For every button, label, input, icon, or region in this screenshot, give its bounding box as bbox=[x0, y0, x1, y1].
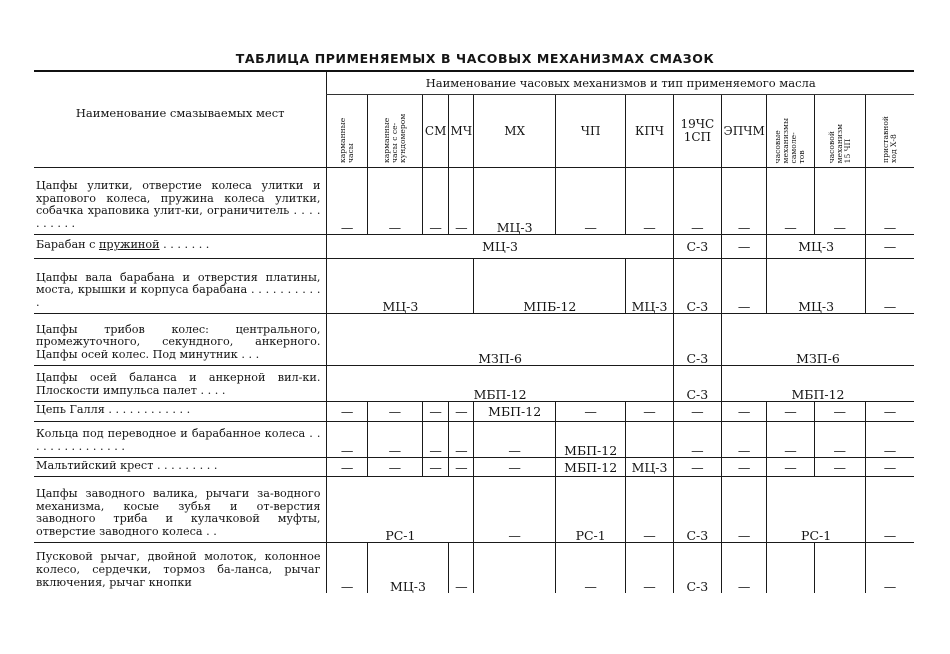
table-cell: С-3 bbox=[673, 477, 721, 543]
row-place: Цапфы заводного валика, рычаги за-водного механизма, косые зубья и от-верстия заводного триба и кулачковой муфты, отверстие заводного колеса . . bbox=[34, 477, 327, 543]
table-cell: — bbox=[449, 543, 474, 593]
table-cell: С-3 bbox=[673, 366, 721, 402]
table-cell: — bbox=[626, 477, 673, 543]
table-cell: МБП-12 bbox=[327, 366, 673, 402]
table-cell: МЦ-3 bbox=[327, 235, 673, 259]
row-place: Кольца под переводное и барабанное колеса . . . . . . . . . . . . . . . bbox=[34, 422, 327, 458]
table-cell: — bbox=[814, 168, 865, 235]
row-place: Пусковой рычаг, двойной молоток, колонное колесо, сердечки, тормоз ба-ланса, рычаг включения, рычаг кнопки bbox=[36, 550, 321, 589]
table-cell bbox=[626, 422, 673, 458]
table-cell: — bbox=[722, 458, 767, 477]
table-cell: — bbox=[367, 402, 422, 422]
table-cell: РС-1 bbox=[555, 477, 625, 543]
row-place: Цепь Галля . . . . . . . . . . . . bbox=[34, 402, 327, 422]
col-x8: приставной ход Х-8 bbox=[865, 95, 914, 168]
table-cell: — bbox=[722, 402, 767, 422]
table-cell: — bbox=[722, 235, 767, 259]
table-cell: — bbox=[865, 235, 914, 259]
table-cell: — bbox=[327, 422, 367, 458]
table-cell: — bbox=[767, 402, 814, 422]
col-mch: МЧ bbox=[449, 95, 474, 168]
row-place: Барабан с пружиной . . . . . . . bbox=[34, 235, 327, 259]
row-place: Цапфы вала барабана и отверстия платины, моста, крышки и корпуса барабана . . . . . . . . . . . bbox=[34, 259, 327, 314]
table-cell: — bbox=[767, 168, 814, 235]
table-cell: — bbox=[865, 402, 914, 422]
table-cell: — bbox=[673, 168, 721, 235]
table-cell: — bbox=[555, 402, 625, 422]
table-cell: — bbox=[767, 422, 814, 458]
table-cell: — bbox=[722, 477, 767, 543]
table-cell: — bbox=[367, 458, 422, 477]
table-cell bbox=[767, 543, 814, 593]
table-cell: — bbox=[626, 168, 673, 235]
table-cell: МЦ-3 bbox=[367, 543, 449, 593]
col-pocket-watch: карманные часы bbox=[327, 95, 367, 168]
table-cell: РС-1 bbox=[327, 477, 474, 543]
table-cell: — bbox=[814, 422, 865, 458]
table-cell: — bbox=[865, 458, 914, 477]
col-aircraft: часовые механизмы самоле- тов bbox=[767, 95, 814, 168]
table-cell: — bbox=[423, 402, 449, 422]
col-epchm: ЭПЧМ bbox=[722, 95, 767, 168]
table-cell: МБП-12 bbox=[722, 366, 914, 402]
table-cell: — bbox=[449, 422, 474, 458]
table-cell: МБП-12 bbox=[555, 422, 625, 458]
table-cell: С-3 bbox=[673, 543, 721, 593]
table-cell: — bbox=[474, 477, 556, 543]
table-cell: — bbox=[865, 422, 914, 458]
row-place: Цапфы осей баланса и анкерной вил-ки. Плоскости импульса палет . . . . bbox=[34, 366, 327, 402]
table-cell: МЦ-3 bbox=[767, 259, 866, 314]
table-cell: МЦ-3 bbox=[327, 259, 474, 314]
table-cell: — bbox=[673, 422, 721, 458]
table-cell: — bbox=[555, 168, 625, 235]
table-cell: — bbox=[865, 259, 914, 314]
table-cell: — bbox=[865, 477, 914, 543]
table-cell: — bbox=[722, 168, 767, 235]
table-cell: — bbox=[865, 543, 914, 593]
header-place: Наименование смазываемых мест bbox=[34, 71, 327, 168]
table-cell: — bbox=[423, 458, 449, 477]
table-cell: МЗП-6 bbox=[722, 314, 914, 366]
table-cell: С-3 bbox=[673, 314, 721, 366]
table-cell: — bbox=[474, 422, 556, 458]
col-chp: ЧП bbox=[555, 95, 625, 168]
table-cell: — bbox=[449, 168, 474, 235]
table-cell: — bbox=[474, 458, 556, 477]
table-cell: — bbox=[327, 402, 367, 422]
table-cell: — bbox=[865, 168, 914, 235]
table-cell: — bbox=[722, 543, 767, 593]
table-cell: С-3 bbox=[673, 235, 721, 259]
table-cell: РС-1 bbox=[767, 477, 866, 543]
col-15chp: часовой механизм 15 ЧП bbox=[814, 95, 865, 168]
row-place: Мальтийский крест . . . . . . . . . bbox=[34, 458, 327, 477]
table-cell: — bbox=[814, 402, 865, 422]
table-cell: МБП-12 bbox=[474, 402, 556, 422]
table-cell: — bbox=[327, 543, 367, 593]
table-cell: — bbox=[814, 458, 865, 477]
table-cell bbox=[814, 543, 865, 593]
table-cell: — bbox=[626, 402, 673, 422]
row-place: Цапфы улитки, отверстие колеса улитки и храпового колеса, пружина колеса улитки, собачка храповика улит-ки, ограничитель . . . . . . . . . . bbox=[34, 168, 327, 235]
table-cell: — bbox=[673, 402, 721, 422]
table-cell: — bbox=[555, 543, 625, 593]
table-cell: — bbox=[767, 458, 814, 477]
table-cell: С-3 bbox=[673, 259, 721, 314]
table-cell: МПБ-12 bbox=[474, 259, 626, 314]
table-cell: МЗП-6 bbox=[327, 314, 673, 366]
table-cell: МЦ-3 bbox=[767, 235, 866, 259]
col-19chs: 19ЧС 1СП bbox=[673, 95, 721, 168]
table-title: ТАБЛИЦА ПРИМЕНЯЕМЫХ В ЧАСОВЫХ МЕХАНИЗМАХ СМАЗОК bbox=[235, 51, 715, 66]
col-kpch: КПЧ bbox=[626, 95, 673, 168]
col-mx: МХ bbox=[474, 95, 556, 168]
table-cell: — bbox=[449, 402, 474, 422]
table-cell: — bbox=[367, 168, 422, 235]
table-cell: — bbox=[367, 422, 422, 458]
table-cell: — bbox=[449, 458, 474, 477]
table-cell bbox=[474, 543, 556, 593]
table-cell: — bbox=[327, 458, 367, 477]
table-cell: — bbox=[423, 168, 449, 235]
table-cell: — bbox=[327, 168, 367, 235]
table-cell: МЦ-3 bbox=[626, 259, 673, 314]
table-cell: МБП-12 bbox=[555, 458, 625, 477]
table-cell: МЦ-3 bbox=[626, 458, 673, 477]
table-cell: — bbox=[423, 422, 449, 458]
lubricant-table bbox=[34, 70, 914, 593]
table-cell: — bbox=[673, 458, 721, 477]
table-cell: — bbox=[722, 259, 767, 314]
col-pocket-watch-stopwatch: карманные часы с се- кундомером bbox=[367, 95, 422, 168]
table-cell: — bbox=[722, 422, 767, 458]
header-group: Наименование часовых механизмов и тип применяемого масла bbox=[327, 71, 914, 95]
table-cell: — bbox=[626, 543, 673, 593]
col-sm: СМ bbox=[423, 95, 449, 168]
table-cell: МЦ-3 bbox=[474, 168, 556, 235]
row-place: Цапфы трибов колес: центрального, промежуточного, секундного, анкерного. Цапфы осей колес. Под минутник . . . bbox=[34, 314, 327, 366]
